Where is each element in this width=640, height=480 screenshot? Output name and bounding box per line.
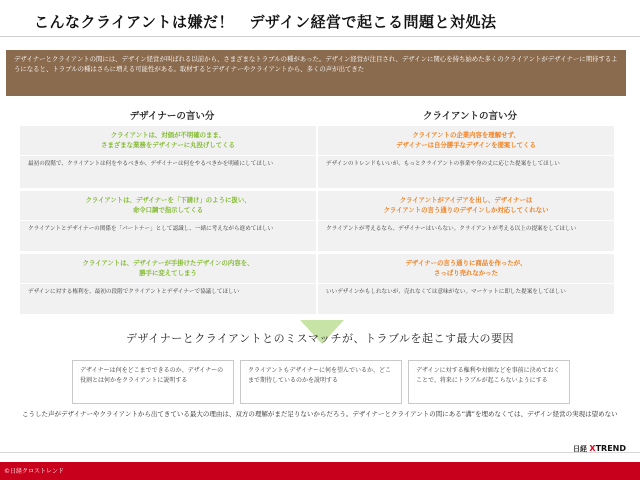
client-card-1-line1: クライアントの企業内容を理解せず、 (412, 131, 520, 139)
designer-card-1-line1: クライアントは、対価が不明確のまま、 (110, 131, 226, 139)
designer-card-2-line1: クライアントは、デザイナーを「下請け」のように扱い、 (85, 196, 251, 204)
footer-divider (0, 452, 640, 453)
client-card-1-body: デザインのトレンドもいいが、もっとクライアントの事業や身の丈に応じた提案をしてほしい (326, 160, 560, 167)
client-card-2-line1: クライアントがアイデアを出し、デザイナーは (399, 196, 533, 204)
page-title: こんなクライアントは嫌だ！ デザイン経営で起こる問題と対処法 (34, 13, 497, 31)
logo-x: X (589, 444, 596, 453)
client-card-3-line1: デザイナーの言う通りに商品を作ったが、 (405, 259, 527, 267)
designer-card-1-body: 最初の段階で、クライアントは何をやるべきか、デザイナーは何をやるべきかを明確にしてほしい (28, 160, 274, 167)
logo-suffix: TREND (595, 444, 626, 453)
designer-card-3-line1: クライアントは、デザイナーが手掛けたデザインの内容を、 (82, 259, 254, 267)
client-card-2-body: クライアントが考えるなら、デザイナーはいらない。クライアントが考える以上の提案をしてほしい (326, 225, 577, 232)
solution-box-1: デザイナーは何をどこまでできるのか、デザイナーの役割とは何かをクライアントに説明する (72, 360, 234, 404)
designer-card-1 (20, 126, 316, 188)
designer-card-2 (20, 191, 316, 251)
designer-card-3-line2: 勝手に変えてしまう (139, 268, 197, 277)
designer-card-3-body: デザインに対する権利を、最初の段階でクライアントとデザイナーで協議してほしい (28, 288, 240, 295)
client-card-3-line2: さっぱり売れなかった (434, 268, 498, 277)
client-column-heading: クライアントの言い分 (422, 111, 518, 122)
logo-prefix: 日経 (572, 445, 587, 453)
intro-box: デザイナーとクライアントの間には、デザイン経営が叫ばれる以前から、さまざまなトラブルの種があった。デザイン経営が注目され、デザインに関心を持ち始めた多くのクライアントがデザイナーに期待するようになると、トラブルの種はさらに増える可能性がある。取材するとデザイナーやクライアントから、多くの声が出てきた (6, 50, 626, 96)
designer-card-3 (20, 254, 316, 314)
copyright-text: ©日経クロストレンド (4, 468, 64, 475)
designer-column-heading: デザイナーの言い分 (129, 111, 215, 122)
solution-box-2: クライアントもデザイナーに何を望んでいるか、どこまで期待しているのかを説明する (240, 360, 402, 404)
conclusion-heading: デザイナーとクライアントとのミスマッチが、トラブルを起こす最大の要因 (125, 332, 515, 345)
client-card-3-body: いいデザインかもしれないが、売れなくては意味がない。マーケットに即した提案をしてほしい (326, 288, 566, 295)
client-card-2-line2: クライアントの言う通りのデザインしか対応してくれない (383, 205, 549, 214)
nikkei-xtrend-logo (573, 444, 626, 454)
copyright-bar (0, 462, 640, 480)
client-card-1-line2: デザイナーは自分勝手なデザインを提案してくる (396, 140, 536, 149)
designer-card-2-line2: 命令口調で指示してくる (132, 205, 204, 214)
solution-box-3: デザインに対する権利や対価などを事前に決めておくことで、将来にトラブルが起こらないようにする (408, 360, 570, 404)
client-card-3 (318, 254, 614, 314)
footer-summary: こうした声がデザイナーやクライアントから出てきている最大の理由は、双方の理解がまだ足りないからだろう。デザイナーとクライアントの間にある“溝”を埋めなくては、デザイン経営の実現は望めない (22, 410, 618, 418)
title-divider (0, 36, 640, 37)
designer-card-1-line2: さまざまな業務をデザイナーに丸投げしてくる (101, 140, 235, 149)
client-card-2 (318, 191, 614, 251)
designer-card-2-body: クライアントとデザイナーの関係を「パートナー」として認識し、一緒に考えながら進めてほしい (28, 225, 274, 232)
client-card-1 (318, 126, 614, 188)
